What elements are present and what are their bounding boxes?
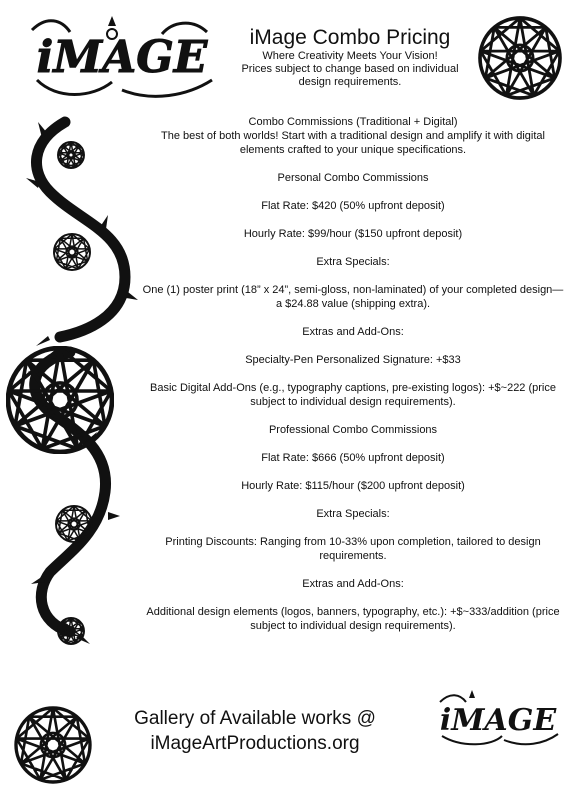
star-icon (52, 232, 92, 272)
personal-addons-heading: Extras and Add-Ons: (302, 326, 404, 338)
professional-addons-heading: Extras and Add-Ons: (302, 578, 404, 590)
star-icon (6, 346, 114, 454)
personal-addon-signature: Specialty-Pen Personalized Signature: +$33 (245, 354, 461, 366)
header (228, 26, 472, 89)
image-logo-top (22, 10, 222, 102)
personal-special-poster: One (1) poster print (18” x 24”, semi-gloss, non-laminated) of your completed design—a $24.88 value (shipping extra). (142, 284, 564, 310)
pricing-content (140, 115, 566, 647)
logo-top-text: iMAGE (36, 32, 208, 83)
personal-addon-digital: Basic Digital Add-Ons (e.g., typography captions, pre-existing logos): +$~222 (price subject to individual design requirements). (150, 382, 556, 408)
price-notice-cont: design requirements. (298, 76, 402, 88)
professional-heading: Professional Combo Commissions (268, 424, 438, 436)
gallery-text: Gallery of Available works @ (134, 708, 376, 729)
footer (100, 706, 410, 756)
professional-specials-heading: Extra Specials: (316, 508, 390, 520)
price-notice: Prices subject to change based on individual (241, 63, 459, 75)
combo-heading: Combo Commissions (Traditional + Digital) (248, 116, 458, 128)
intro-text: The best of both worlds! Start with a traditional design and amplify it with digital elements crafted to your unique specifications. (161, 130, 545, 156)
page-title: iMage Combo Pricing (249, 26, 451, 49)
personal-hourly-rate: Hourly Rate: $99/hour ($150 upfront deposit) (243, 228, 463, 240)
professional-special-printing: Printing Discounts: Ranging from 10-33% upon completion, tailored to design requirements. (165, 536, 541, 562)
personal-specials-heading: Extra Specials: (316, 256, 390, 268)
gallery-url[interactable]: iMageArtProductions.org (150, 733, 360, 754)
intro-block (140, 115, 566, 157)
star-icon (56, 140, 86, 170)
personal-heading: Personal Combo Commissions (277, 172, 429, 184)
professional-flat-rate: Flat Rate: $666 (50% upfront deposit) (261, 452, 445, 464)
star-icon (56, 616, 86, 646)
star-icon (478, 16, 562, 100)
tagline: Where Creativity Meets Your Vision! (262, 50, 438, 62)
star-icon (14, 706, 92, 784)
professional-hourly-rate: Hourly Rate: $115/hour ($200 upfront deposit) (241, 480, 465, 492)
logo-bottom-text: iMAGE (439, 703, 557, 738)
personal-flat-rate: Flat Rate: $420 (50% upfront deposit) (261, 200, 445, 212)
star-icon (54, 504, 94, 544)
image-logo-bottom (432, 688, 564, 748)
professional-addon-elements: Additional design elements (logos, banners, typography, etc.): +$~333/addition (price subject to individual design requirements). (146, 606, 560, 632)
